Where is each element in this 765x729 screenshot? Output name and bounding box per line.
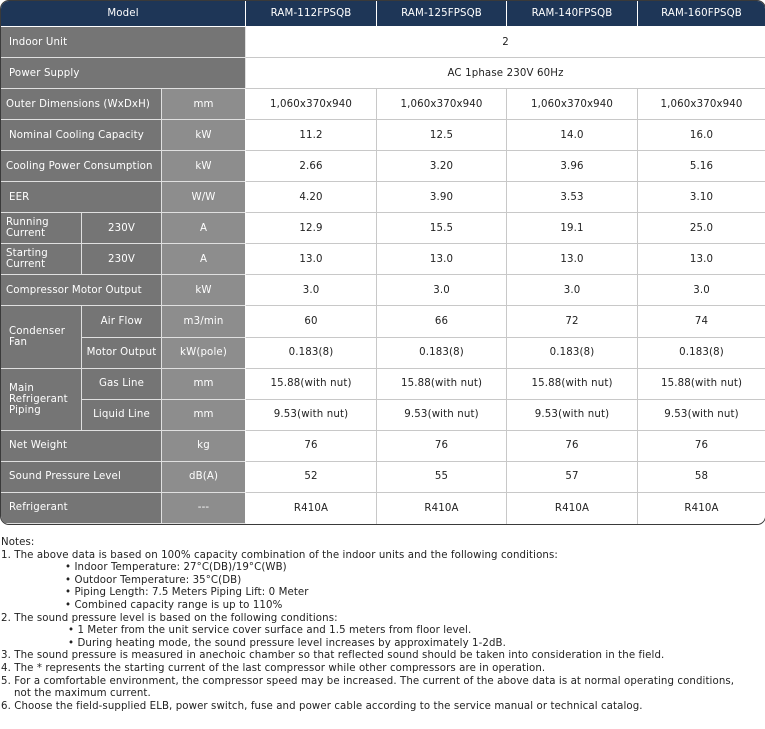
model-name: RAM-160FPSQB bbox=[638, 1, 765, 27]
table-row bbox=[1, 151, 765, 182]
cell-value: 13.0 bbox=[377, 244, 507, 275]
unit-cell: A bbox=[162, 244, 246, 275]
row-label: Refrigerant bbox=[1, 493, 162, 524]
model-header: Model bbox=[1, 1, 246, 27]
cell-value: 3.0 bbox=[638, 275, 765, 306]
row-label: Indoor Unit bbox=[1, 27, 246, 58]
note-item: 3. The sound pressure is measured in anechoic chamber so that reflected sound should be taken into consideration in the field. bbox=[1, 650, 665, 662]
cell-value: 3.96 bbox=[507, 151, 638, 182]
cell-value: 3.0 bbox=[377, 275, 507, 306]
cell-value: 72 bbox=[507, 306, 638, 337]
note-bullet: • 1 Meter from the unit service cover surface and 1.5 meters from floor level. bbox=[68, 625, 472, 637]
note-bullet: • Piping Length: 7.5 Meters Piping Lift: 0 Meter bbox=[65, 587, 309, 599]
unit-cell: W/W bbox=[162, 182, 246, 213]
unit-cell: dB(A) bbox=[162, 462, 246, 493]
voltage-label: 230V bbox=[82, 244, 162, 275]
row-label: Compressor Motor Output bbox=[1, 275, 162, 306]
sub-label: Gas Line bbox=[82, 369, 162, 400]
cell-value: 76 bbox=[246, 431, 377, 462]
cell-value: 3.90 bbox=[377, 182, 507, 213]
notes-section bbox=[1, 537, 763, 713]
cell-value: 1,060x370x940 bbox=[377, 89, 507, 120]
unit-cell: mm bbox=[162, 400, 246, 431]
row-label: Sound Pressure Level bbox=[1, 462, 162, 493]
unit-cell: m3/min bbox=[162, 306, 246, 337]
cell-value: 11.2 bbox=[246, 120, 377, 151]
group-label-condenser-fan: Condenser Fan bbox=[1, 306, 82, 368]
row-label: Net Weight bbox=[1, 431, 162, 462]
row-label: Cooling Power Consumption bbox=[1, 151, 162, 182]
cell-value: 15.88(with nut) bbox=[638, 369, 765, 400]
cell-value: 55 bbox=[377, 462, 507, 493]
table-row bbox=[1, 306, 765, 337]
cell-value: 76 bbox=[377, 431, 507, 462]
unit-cell: mm bbox=[162, 89, 246, 120]
cell-value: 15.88(with nut) bbox=[377, 369, 507, 400]
cell-value: AC 1phase 230V 60Hz bbox=[246, 58, 765, 89]
cell-value: 57 bbox=[507, 462, 638, 493]
row-label: Outer Dimensions (WxDxH) bbox=[1, 89, 162, 120]
cell-value: 25.0 bbox=[638, 213, 765, 244]
row-label: Starting Current bbox=[1, 244, 82, 275]
cell-value: 1,060x370x940 bbox=[638, 89, 765, 120]
table-row bbox=[1, 338, 765, 369]
cell-value: 1,060x370x940 bbox=[507, 89, 638, 120]
table-row bbox=[1, 244, 765, 275]
cell-value: 76 bbox=[507, 431, 638, 462]
note-bullet: • Outdoor Temperature: 35°C(DB) bbox=[65, 574, 242, 586]
sub-label: Air Flow bbox=[82, 306, 162, 337]
cell-value: 15.88(with nut) bbox=[507, 369, 638, 400]
table-row bbox=[1, 431, 765, 462]
sub-label: Liquid Line bbox=[82, 400, 162, 431]
cell-value: 3.20 bbox=[377, 151, 507, 182]
group-label-refrigerant-piping: Main Refrigerant Piping bbox=[1, 369, 82, 431]
note-bullet: • Indoor Temperature: 27°C(DB)/19°C(WB) bbox=[65, 562, 287, 574]
note-item: 1. The above data is based on 100% capacity combination of the indoor units and the following conditions: bbox=[1, 549, 558, 561]
note-bullet: • Combined capacity range is up to 110% bbox=[65, 599, 283, 611]
cell-value: 15.88(with nut) bbox=[246, 369, 377, 400]
cell-value: 13.0 bbox=[246, 244, 377, 275]
cell-value: 3.53 bbox=[507, 182, 638, 213]
table-row bbox=[1, 213, 765, 244]
cell-value: 0.183(8) bbox=[507, 338, 638, 369]
cell-value: 2 bbox=[246, 27, 765, 58]
cell-value: 16.0 bbox=[638, 120, 765, 151]
cell-value: 9.53(with nut) bbox=[377, 400, 507, 431]
row-label: Nominal Cooling Capacity bbox=[1, 120, 162, 151]
table-row bbox=[1, 27, 765, 58]
table-row bbox=[1, 369, 765, 400]
cell-value: 9.53(with nut) bbox=[507, 400, 638, 431]
unit-cell: --- bbox=[162, 493, 246, 524]
cell-value: 14.0 bbox=[507, 120, 638, 151]
table-row bbox=[1, 493, 765, 524]
row-label: EER bbox=[1, 182, 162, 213]
cell-value: 74 bbox=[638, 306, 765, 337]
cell-value: R410A bbox=[377, 493, 507, 524]
cell-value: 76 bbox=[638, 431, 765, 462]
table-row bbox=[1, 400, 765, 431]
cell-value: 15.5 bbox=[377, 213, 507, 244]
note-bullet: • During heating mode, the sound pressure level increases by approximately 1-2dB. bbox=[68, 637, 506, 649]
cell-value: 0.183(8) bbox=[246, 338, 377, 369]
cell-value: 13.0 bbox=[638, 244, 765, 275]
unit-cell: kW bbox=[162, 275, 246, 306]
model-name: RAM-140FPSQB bbox=[507, 1, 638, 27]
unit-cell: kW bbox=[162, 120, 246, 151]
voltage-label: 230V bbox=[82, 213, 162, 244]
unit-cell: kW(pole) bbox=[162, 338, 246, 369]
cell-value: 9.53(with nut) bbox=[638, 400, 765, 431]
sub-label: Motor Output bbox=[82, 338, 162, 369]
notes-title: Notes: bbox=[1, 537, 35, 548]
cell-value: 1,060x370x940 bbox=[246, 89, 377, 120]
row-label: Power Supply bbox=[1, 58, 246, 89]
note-item: 4. The * represents the starting current of the last compressor while other compressors are in operation. bbox=[1, 662, 546, 674]
model-name: RAM-112FPSQB bbox=[246, 1, 377, 27]
cell-value: 2.66 bbox=[246, 151, 377, 182]
table-row bbox=[1, 58, 765, 89]
cell-value: 9.53(with nut) bbox=[246, 400, 377, 431]
unit-cell: kW bbox=[162, 151, 246, 182]
cell-value: 19.1 bbox=[507, 213, 638, 244]
cell-value: 4.20 bbox=[246, 182, 377, 213]
table-row bbox=[1, 275, 765, 306]
cell-value: R410A bbox=[638, 493, 765, 524]
cell-value: 3.0 bbox=[246, 275, 377, 306]
model-name: RAM-125FPSQB bbox=[377, 1, 507, 27]
cell-value: 13.0 bbox=[507, 244, 638, 275]
unit-cell: kg bbox=[162, 431, 246, 462]
cell-value: 3.0 bbox=[507, 275, 638, 306]
cell-value: 66 bbox=[377, 306, 507, 337]
cell-value: 12.9 bbox=[246, 213, 377, 244]
cell-value: 0.183(8) bbox=[638, 338, 765, 369]
unit-cell: mm bbox=[162, 369, 246, 400]
table-row bbox=[1, 89, 765, 120]
note-item: 6. Choose the field-supplied ELB, power switch, fuse and power cable according to the service manual or technical catalog. bbox=[1, 700, 643, 712]
cell-value: 58 bbox=[638, 462, 765, 493]
table-row bbox=[1, 462, 765, 493]
note-continuation: not the maximum current. bbox=[14, 688, 151, 700]
row-label: Running Current bbox=[1, 213, 82, 244]
note-item: 5. For a comfortable environment, the compressor speed may be increased. The current of the above data is at normal operating conditions, bbox=[1, 675, 735, 687]
table-row bbox=[1, 120, 765, 151]
cell-value: R410A bbox=[507, 493, 638, 524]
cell-value: 3.10 bbox=[638, 182, 765, 213]
note-item: 2. The sound pressure level is based on the following conditions: bbox=[1, 612, 338, 624]
cell-value: 60 bbox=[246, 306, 377, 337]
unit-cell: A bbox=[162, 213, 246, 244]
cell-value: 5.16 bbox=[638, 151, 765, 182]
cell-value: 0.183(8) bbox=[377, 338, 507, 369]
cell-value: R410A bbox=[246, 493, 377, 524]
header-row bbox=[1, 1, 765, 27]
cell-value: 52 bbox=[246, 462, 377, 493]
cell-value: 12.5 bbox=[377, 120, 507, 151]
table-row bbox=[1, 182, 765, 213]
